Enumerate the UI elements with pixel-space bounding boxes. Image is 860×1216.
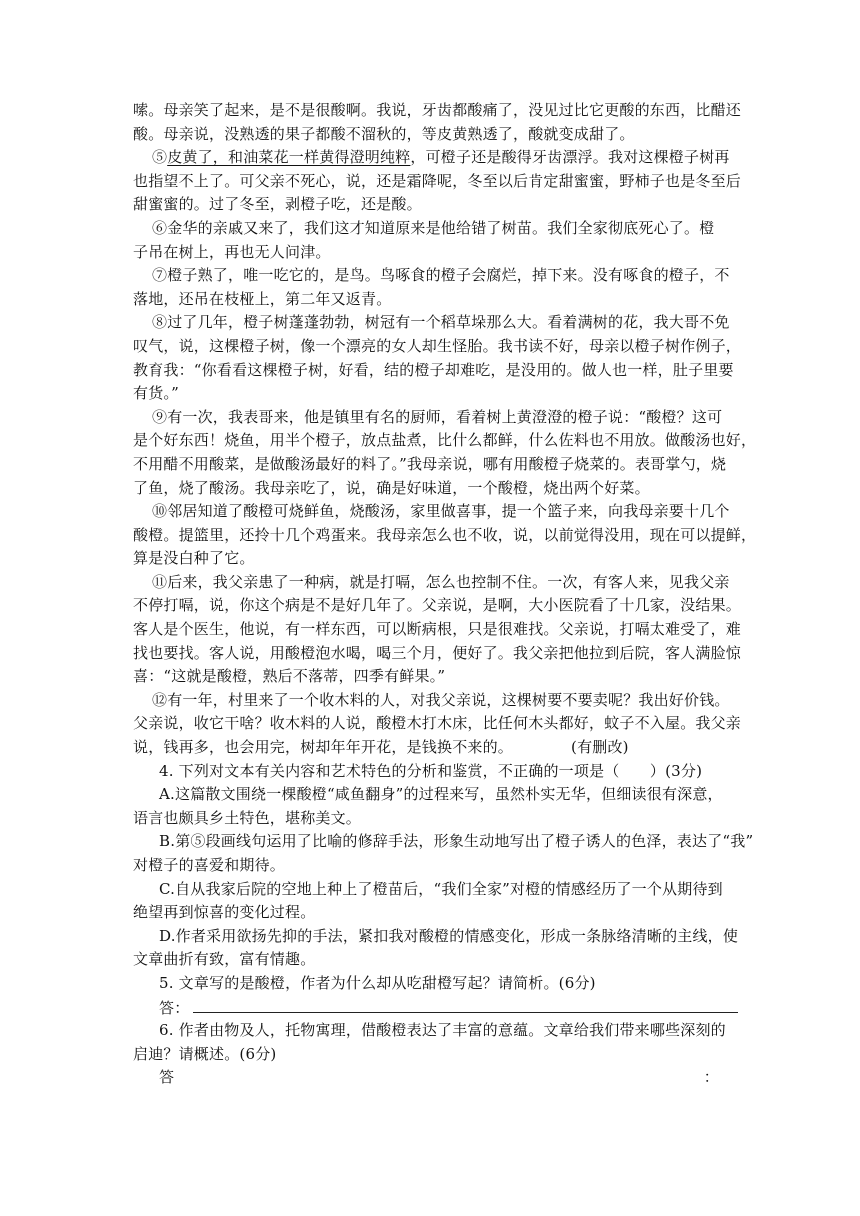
paragraph-5-line: ⑤皮黄了，和油菜花一样黄得澄明纯粹，可橙子还是酸得牙齿漂浮。我对这棵橙子树再 — [152, 148, 730, 167]
answer-colon: ： — [703, 1068, 719, 1087]
option-d: D.作者采用欲扬先抑的手法，紧扣我对酸橙的情感变化，形成一条脉络清晰的主线，使 — [159, 926, 739, 945]
text-line: 算是没白种了它。 — [133, 549, 255, 568]
option-b: B.第⑤段画线句运用了比喻的修辞手法，形象生动地写出了橙子诱人的色泽，表达了“我” — [159, 832, 754, 851]
text-line: 找也要找。客人说，用酸橙泡水喝，喝三个月，便好了。我父亲把他拉到后院，客人满脸惊 — [133, 643, 742, 662]
text-line: 教育我：“你看看这棵橙子树，好看，结的橙子却难吃，是没用的。做人也一样，肚子里要 — [133, 360, 734, 379]
text-line: 有货。” — [133, 384, 179, 403]
text-line: 甜蜜蜜的。过了冬至，剥橙子吃，还是酸。 — [133, 195, 422, 214]
text-line: 绝望再到惊喜的变化过程。 — [133, 903, 316, 922]
answer-row-5 — [133, 996, 733, 1020]
text-line: 叹气，说，这棵橙子树，像一个漂亮的女人却生怪胎。我书读不好，母亲以橙子树作例子， — [133, 336, 742, 355]
text-line: 客人是个医生，他说，有一样东西，可以断病根，只是很难找。父亲说，打嗝太难受了，难 — [133, 620, 742, 639]
text-line: 喜：“这就是酸橙，熟后不落蒂，四季有鲜果。” — [133, 667, 446, 686]
text-line: 语言也颇具乡土特色，堪称美文。 — [133, 808, 362, 827]
text-line: ⑥金华的亲戚又来了，我们这才知道原来是他给错了树苗。我们全家彻底死心了。橙 — [152, 218, 715, 237]
source-note: (有删改) — [571, 738, 629, 757]
text-line: 对橙子的喜爱和期待。 — [133, 856, 286, 874]
question-4: 4. 下列对文本有关内容和艺术特色的分析和鉴赏，不正确的一项是（ ）(3分) — [159, 761, 703, 780]
underlined-sentence: 皮黄了，和油菜花一样黄得澄明纯粹 — [167, 148, 411, 167]
text-line: 不停打嗝，说，你这个病是不是好几年了。父亲说，是啊，大小医院看了十几家，没结果。 — [133, 596, 742, 615]
text-line: 启迪？请概述。(6分) — [133, 1044, 277, 1063]
text-line: 酸。母亲说，没熟透的果子都酸不溜秋的，等皮黄熟透了，酸就变成甜了。 — [133, 124, 635, 143]
text-line: 子吊在树上，再也无人问津。 — [133, 242, 331, 261]
text-line: 也指望不上了。可父亲不死心，说，还是霜降呢，冬至以后肯定甜蜜蜜，野柿子也是冬至后 — [133, 171, 742, 190]
text-line: 嗦。母亲笑了起来，是不是很酸啊。我说，牙齿都酸痛了，没见过比它更酸的东西，比醋还 — [133, 101, 742, 119]
text-line: 落地，还吊在枝桠上，第二年又返青。 — [133, 289, 392, 308]
text-line: ⑩邻居知道了酸橙可烧鲜鱼，烧酸汤，家里做喜事，提一个篮子来，向我母亲要十几个 — [152, 502, 730, 521]
text-line: ⑪后来，我父亲患了一种病，就是打嗝，怎么也控制不住。一次，有客人来，见我父亲 — [152, 572, 730, 591]
text-line: ⑧过了几年，橙子树蓬蓬勃勃，树冠有一个稻草垛那么大。看着满树的花，我大哥不免 — [152, 313, 730, 332]
text-line: 酸橙。提篮里，还拎十几个鸡蛋来。我母亲怎么也不收，说，以前觉得没用，现在可以提鲜， — [133, 525, 757, 544]
text-line: 说，钱再多，也会用完，树却年年开花，是钱换不来的。 (有删改) — [133, 738, 629, 757]
question-6: 6. 作者由物及人，托物寓理，借酸橙表达了丰富的意蕴。文章给我们带来哪些深刻的 — [159, 1021, 726, 1040]
option-a: A.这篇散文围绕一棵酸橙“咸鱼翻身”的过程来写，虽然朴实无华，但细读很有深意， — [159, 785, 723, 804]
text-line: 了鱼，烧了酸汤。我母亲吃了，说，确是好味道，一个酸橙，烧出两个好菜。 — [133, 478, 650, 497]
answer-blank[interactable] — [193, 996, 738, 1013]
question-5: 5. 文章写的是酸橙，作者为什么却从吃甜橙写起？请简析。(6分) — [159, 973, 596, 992]
text-line: 不用醋不用酸菜，是做酸汤最好的料了。”我母亲说，哪有用酸橙子烧菜的。表哥掌勺，烧 — [133, 454, 727, 473]
text-line: 文章曲折有致，富有情趣。 — [133, 950, 316, 969]
text-line: ⑫有一年，村里来了一个收木料的人，对我父亲说，这棵树要不要卖呢？我出好价钱。 — [152, 690, 730, 709]
text-line: ⑨有一次，我表哥来，他是镇里有名的厨师，看着树上黄澄澄的橙子说：“酸橙？这可 — [152, 407, 723, 426]
paragraph-number: ⑤ — [152, 148, 168, 167]
option-c: C.自从我家后院的空地上种上了橙苗后，“我们全家”对橙的情感经历了一个从期待到 — [159, 879, 723, 898]
answer-label: 答 — [159, 1068, 175, 1087]
document-page — [133, 99, 757, 1090]
text-line: ⑦橙子熟了，唯一吃它的，是鸟。鸟啄食的橙子会腐烂，掉下来。没有啄食的橙子，不 — [152, 266, 730, 285]
text-line: 父亲说，收它干啥？收木料的人说，酸橙木打木床，比任何木头都好，蚊子不入屋。我父亲 — [133, 714, 742, 733]
text-line: 是个好东西！烧鱼，用半个橙子，放点盐煮，比什么都鲜，什么佐料也不用放。做酸汤也好， — [133, 431, 757, 450]
answer-row-6[interactable] — [133, 1066, 733, 1090]
answer-label: 答： — [159, 998, 190, 1017]
